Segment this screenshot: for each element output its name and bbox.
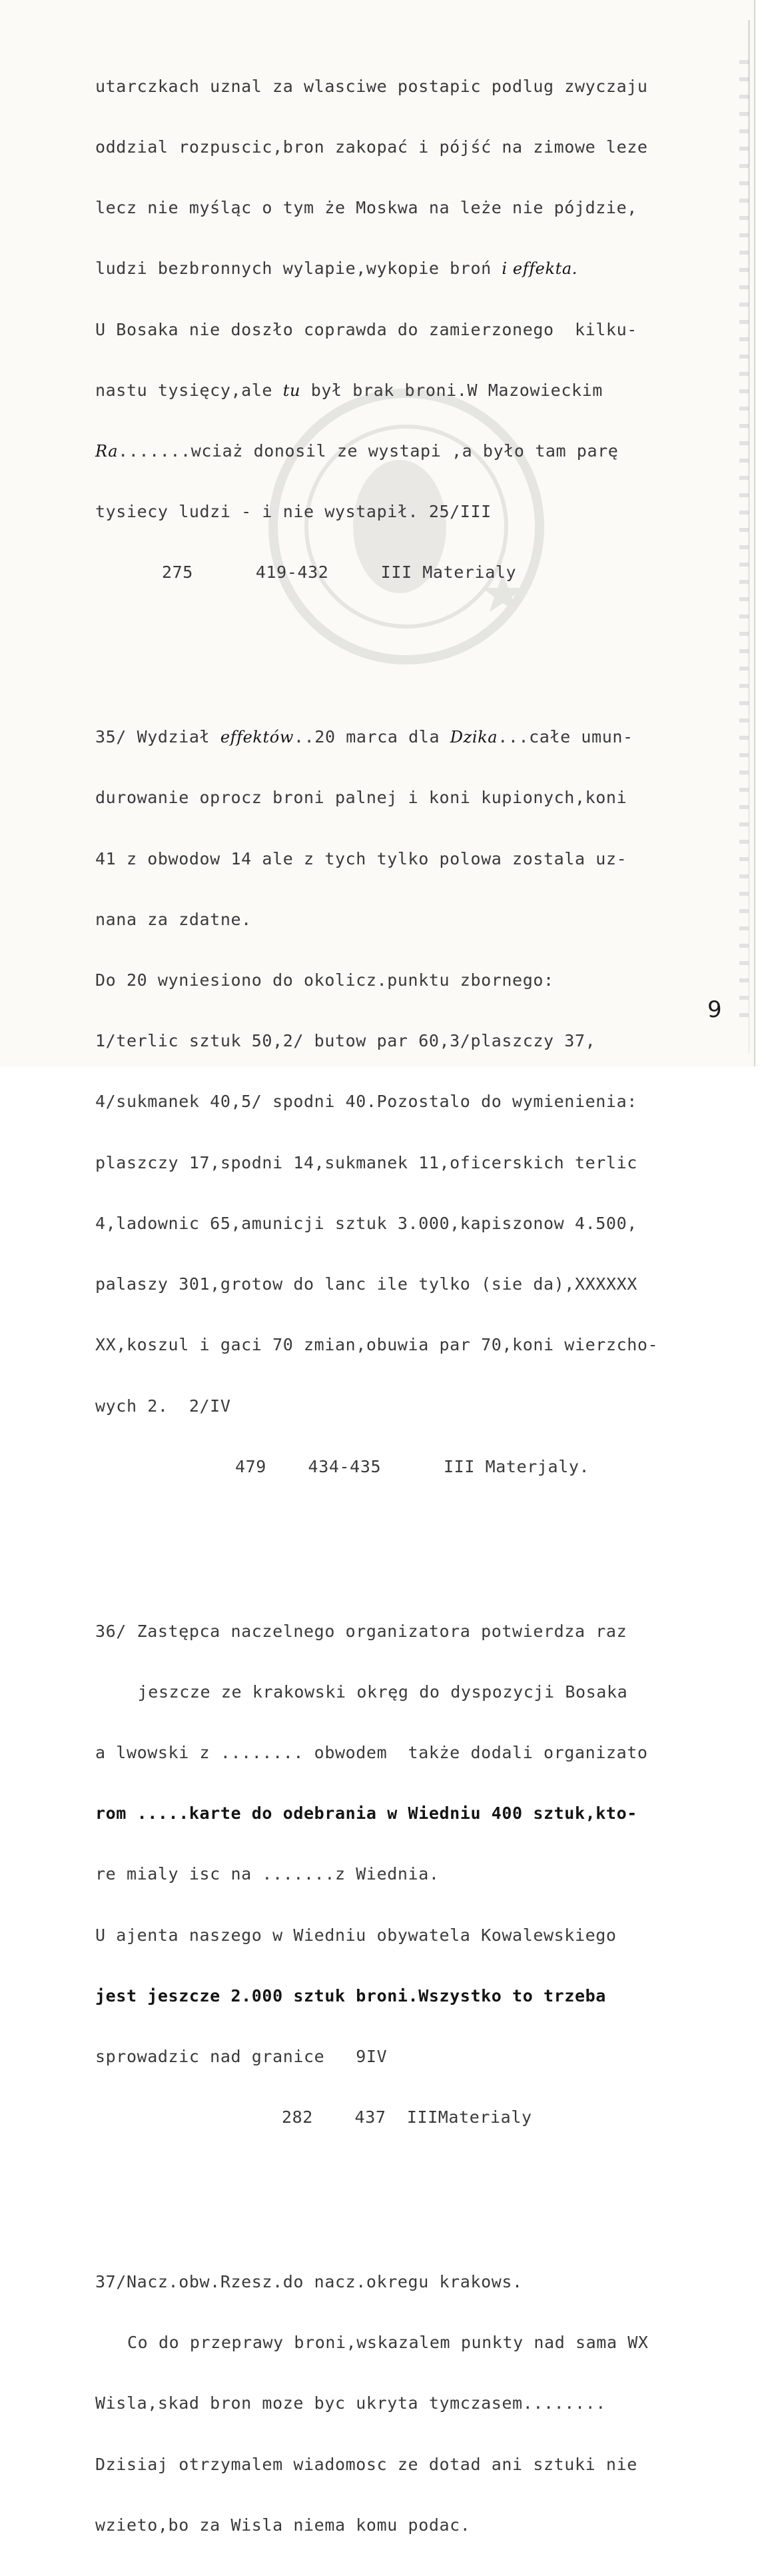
text-line: lecz nie myśląc o tym że Moskwa na leże nie pójdzie,: [95, 198, 637, 218]
reference-line: 479 434-435 III Materjaly.: [235, 1456, 590, 1476]
handwritten-insert: Ra: [95, 442, 119, 461]
text-line: 1/terlic sztuk 50,2/ butow par 60,3/plaszczy 37,: [95, 1031, 596, 1051]
reference-line: 282 437 IIIMaterialy: [282, 2107, 532, 2127]
text-line: 4,ladownic 65,amunicji sztuk 3.000,kapiszonow 4.500,: [95, 1213, 637, 1233]
text-line: 37/Nacz.obw.Rzesz.do nacz.okregu krakows.: [95, 2271, 523, 2291]
text-segment: ludzi bezbronnych wylapie,wykopie broń: [95, 259, 502, 279]
page-number: 9: [707, 996, 722, 1023]
text-line: Dzisiaj otrzymalem wiadomosc ze dotad ani sztuki nie: [95, 2454, 637, 2474]
text-line: Wisla,skad bron moze byc ukryta tymczasem........: [95, 2393, 606, 2413]
text-line: sprowadzic nad granice 9IV: [95, 2046, 388, 2066]
text-line: [95, 441, 748, 461]
paragraph-gap: [95, 1538, 748, 1560]
paragraph-gap: [95, 2189, 748, 2211]
text-line: re mialy isc na .......z Wiednia.: [95, 1864, 440, 1884]
text-line: U Bosaka nie doszło coprawda do zamierzonego kilku-: [95, 319, 637, 339]
text-line: [95, 381, 748, 401]
text-line: a lwowski z ........ obwodem także dodali organizato: [95, 1742, 648, 1762]
text-line: 36/ Zastępca naczelnego organizatora potwierdza raz: [95, 1621, 627, 1641]
text-line: [95, 259, 748, 279]
text-line: wych 2. 2/IV: [95, 1396, 231, 1416]
text-line: XX,koszul i gaci 70 zmian,obuwia par 70,koni wierzcho-: [95, 1335, 659, 1355]
text-line: jest jeszcze 2.000 sztuk broni.Wszystko to trzeba: [95, 1985, 606, 2005]
text-line: tysiecy ludzi - i nie wystapił. 25/III: [95, 502, 492, 522]
text-line: Co do przeprawy broni,wskazalem punkty nad sama WX: [127, 2333, 649, 2353]
text-line: Do 20 wyniesiono do okolicz.punktu zbornego:: [95, 970, 554, 990]
handwritten-insert: tu: [282, 381, 301, 400]
text-segment: .......wciaż donosil ze wystapi ,a było tam parę: [118, 441, 619, 461]
text-line: 4/sukmanek 40,5/ spodni 40.Pozostalo do wymienienia:: [95, 1092, 637, 1112]
text-line: palaszy 301,grotow do lanc ile tylko (sie da),XXXXXX: [95, 1274, 637, 1294]
typewritten-text: [95, 36, 748, 2576]
text-segment: był brak broni.W Mazowieckim: [300, 380, 603, 400]
text-line: plaszczy 17,spodni 14,sukmanek 11,oficerskich terlic: [95, 1152, 637, 1172]
text-line: rom .....karte do odebrania w Wiedniu 400 sztuk,kto-: [95, 1804, 637, 1824]
paragraph-gap: [95, 644, 748, 666]
text-line: U ajenta naszego w Wiedniu obywatela Kowalewskiego: [95, 1925, 617, 1945]
text-line: wzieto,bo za Wisla niema komu podac.: [95, 2515, 471, 2535]
handwritten-insert: effektów: [220, 728, 294, 747]
text-segment: ..20 marca dla: [293, 727, 450, 747]
reference-line: 275 419-432 III Materialy: [162, 563, 517, 583]
text-line: durowanie oprocz broni palnej i koni kupionych,koni: [95, 788, 627, 808]
handwritten-insert: i effekta.: [502, 259, 578, 279]
text-line: nana za zdatne.: [95, 909, 252, 929]
text-segment: nastu tysięcy,ale: [95, 380, 283, 400]
text-line: [95, 727, 748, 747]
text-segment: ...całe umun-: [498, 727, 633, 747]
text-line: utarczkach uznal za wlasciwe postapic podlug zwyczaju: [95, 76, 648, 96]
handwritten-insert: Dzika: [450, 728, 498, 747]
text-line: oddzial rozpuscic,bron zakopać i pójść na zimowe leze: [95, 137, 648, 157]
text-segment: 35/ Wydział: [95, 727, 220, 747]
text-line: 41 z obwodow 14 ale z tych tylko polowa zostala uz-: [95, 848, 627, 868]
text-line: jeszcze ze krakowski okręg do dyspozycji Bosaka: [127, 1682, 628, 1702]
